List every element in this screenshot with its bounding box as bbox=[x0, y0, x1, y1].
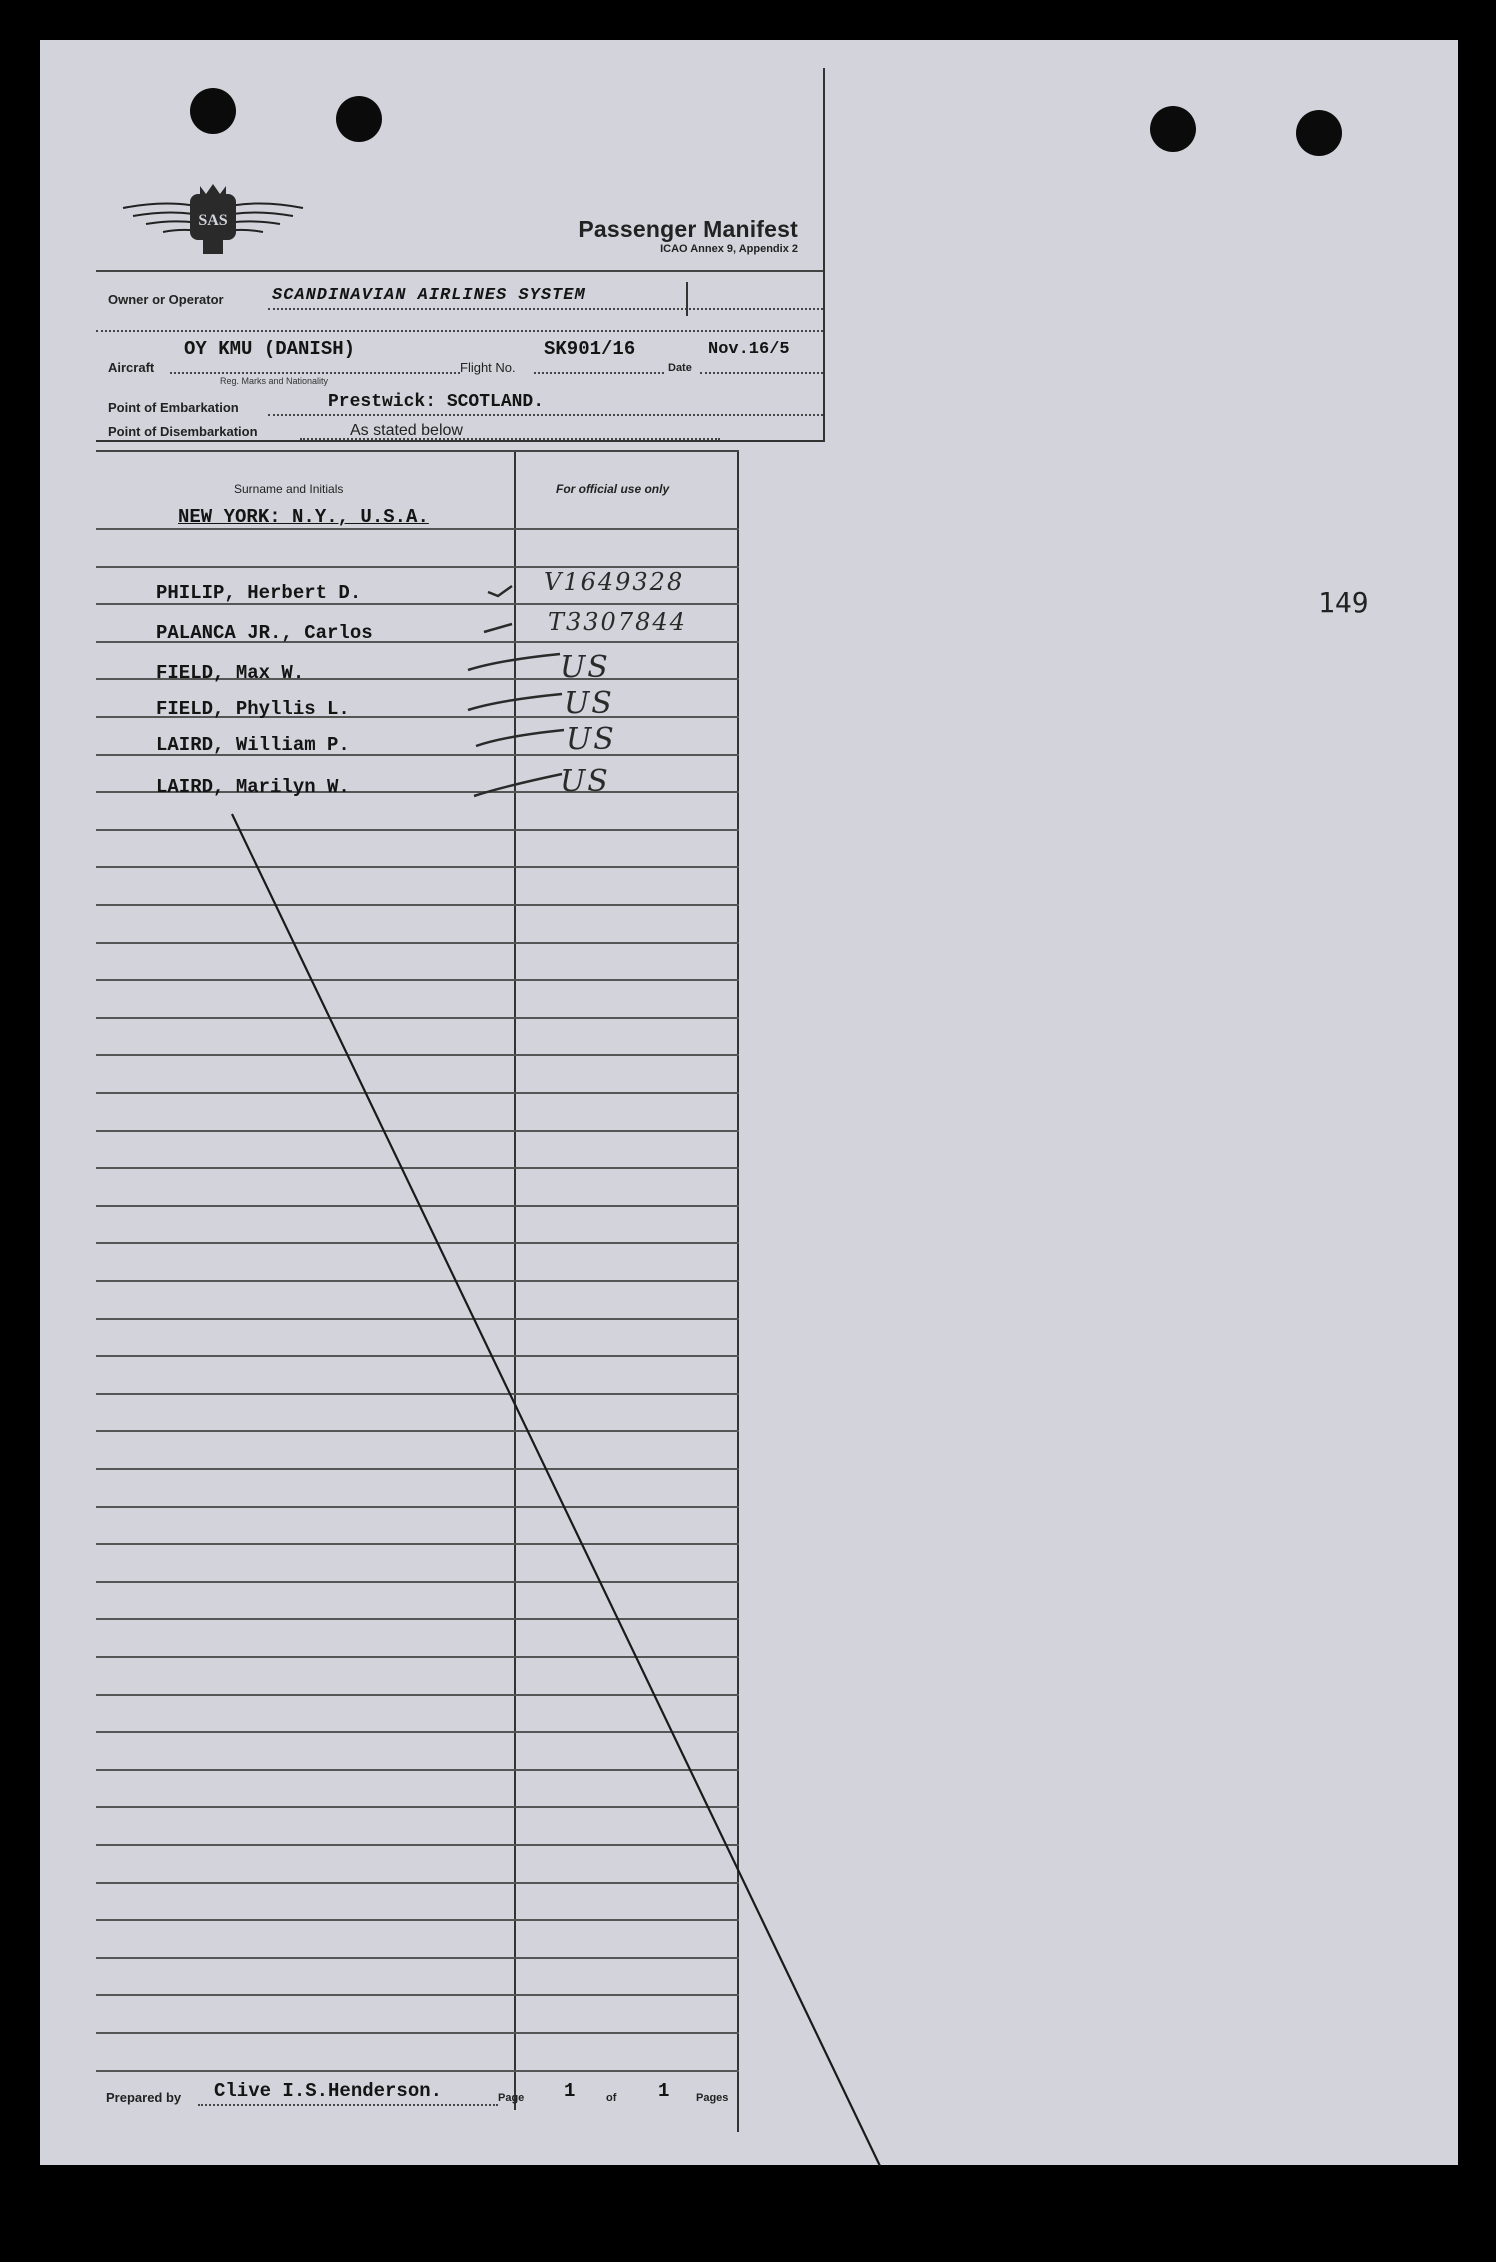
check-mark bbox=[484, 624, 512, 632]
aircraft-sublabel: Reg. Marks and Nationality bbox=[220, 376, 329, 386]
flight-label: Flight No. bbox=[460, 360, 516, 375]
official-entry: T3307844 bbox=[548, 608, 687, 636]
disembark-label: Point of Disembarkation bbox=[108, 424, 258, 439]
prepared-line bbox=[198, 2104, 498, 2106]
passenger-name: LAIRD, Marilyn W. bbox=[156, 776, 350, 798]
disembark-value: As stated below bbox=[350, 422, 463, 439]
destination: NEW YORK: N.Y., U.S.A. bbox=[178, 506, 429, 528]
flight-value: SK901/16 bbox=[544, 338, 636, 360]
passenger-name: LAIRD, William P. bbox=[156, 734, 350, 756]
aircraft-value: OY KMU (DANISH) bbox=[184, 338, 356, 360]
svg-text:SAS: SAS bbox=[198, 212, 228, 229]
tally-mark bbox=[474, 774, 562, 796]
aircraft-label: Aircraft bbox=[108, 360, 155, 375]
owner-label: Owner or Operator bbox=[108, 292, 224, 307]
of-value: 1 bbox=[658, 2080, 670, 2102]
prepared-value: Clive I.S.Henderson. bbox=[214, 2080, 443, 2102]
passenger-name: PHILIP, Herbert D. bbox=[156, 582, 362, 604]
official-entry: US bbox=[560, 650, 610, 685]
embark-value: Prestwick: SCOTLAND. bbox=[328, 392, 545, 412]
tally-mark bbox=[468, 694, 562, 710]
owner-value: SCANDINAVIAN AIRLINES SYSTEM bbox=[272, 286, 586, 305]
strike-line bbox=[232, 814, 880, 2166]
form-title: Passenger Manifest bbox=[578, 216, 798, 242]
official-entry: US bbox=[564, 686, 614, 721]
col2-header: For official use only bbox=[556, 482, 670, 496]
page-value: 1 bbox=[564, 2080, 576, 2102]
col1-header: Surname and Initials bbox=[234, 482, 344, 496]
tally-mark bbox=[468, 654, 560, 670]
prepared-label: Prepared by bbox=[106, 2090, 182, 2105]
check-mark bbox=[488, 586, 512, 596]
official-entry: US bbox=[560, 764, 610, 799]
form-subtitle: ICAO Annex 9, Appendix 2 bbox=[660, 243, 798, 255]
embark-label: Point of Embarkation bbox=[108, 400, 239, 415]
stamp-number: 149 bbox=[1318, 586, 1369, 619]
passenger-name: FIELD, Phyllis L. bbox=[156, 698, 350, 720]
pages-label: Pages bbox=[696, 2092, 729, 2104]
page-label: Page bbox=[498, 2092, 525, 2104]
passenger-name: PALANCA JR., Carlos bbox=[156, 622, 373, 644]
tally-mark bbox=[476, 730, 564, 746]
date-value: Nov.16/5 bbox=[708, 340, 790, 359]
official-entry: US bbox=[566, 722, 616, 757]
date-label: Date bbox=[668, 362, 692, 374]
official-entry: V1649328 bbox=[544, 568, 685, 596]
of-label: of bbox=[606, 2092, 617, 2104]
passenger-name: FIELD, Max W. bbox=[156, 662, 305, 684]
